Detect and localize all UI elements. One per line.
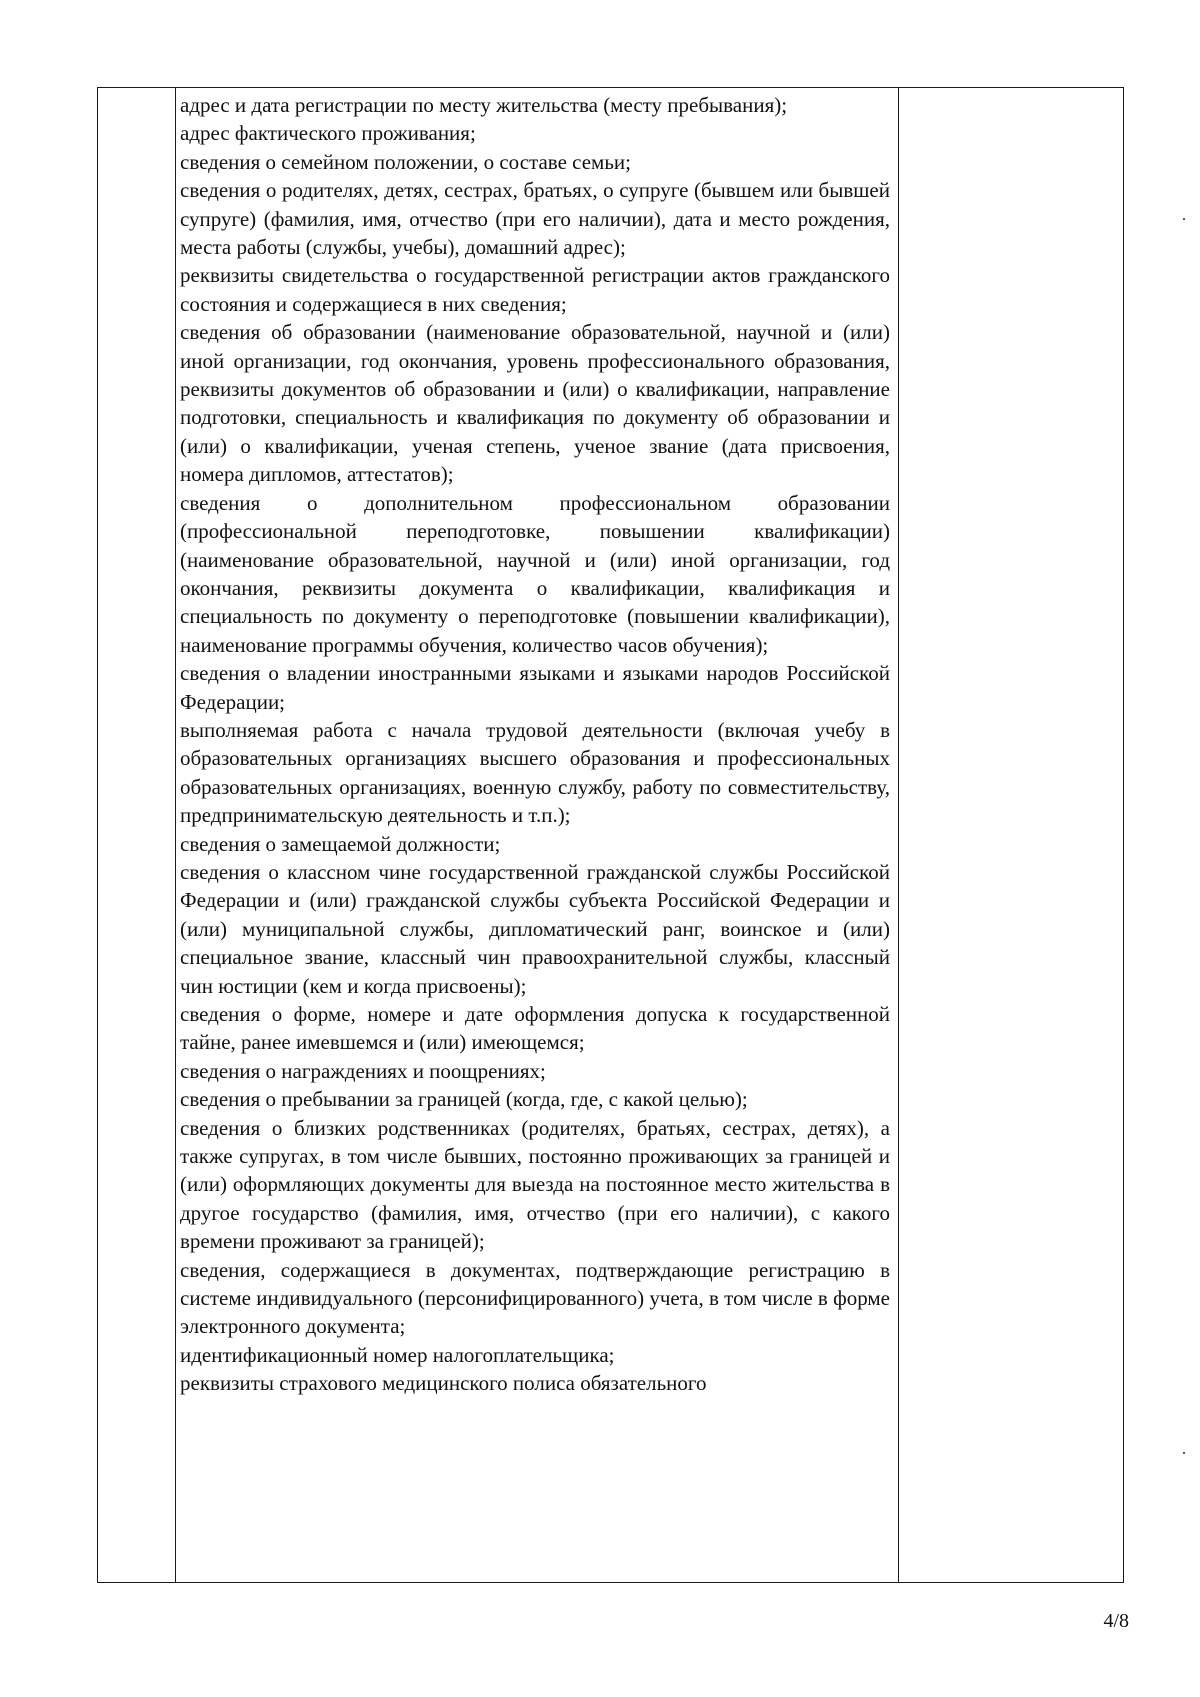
list-item: сведения об образовании (наименование образовательной, научной и (или) иной организации, год окончания, уровень профессионального образования, реквизиты документов об образовании и (или) о квалификации, направление подготовки, специальность и квалификация по документу об образовании и (или) о квалификации, ученая степень, ученое звание (дата присвоения, номера дипломов, аттестатов);	[180, 320, 890, 487]
list-item: сведения, содержащиеся в документах, подтверждающие регистрацию в системе индивидуального (персонифицированного) учета, в том числе в форме электронного документа;	[180, 1257, 890, 1339]
table-column-divider-left	[175, 88, 176, 1582]
list-item: сведения о пребывании за границей (когда, где, с какой целью);	[180, 1087, 748, 1112]
list-item: сведения о форме, номере и дате оформления допуска к государственной тайне, ранее имевшемся и (или) имеющемся;	[180, 1002, 890, 1055]
list-item: выполняемая работа с начала трудовой деятельности (включая учебу в образовательных организациях высшего образования и профессиональных образовательных организациях, военную службу, работу по совместительству, предпринимательскую деятельность и т.п.);	[180, 717, 890, 828]
list-item: сведения о семейном положении, о составе семьи;	[180, 149, 631, 174]
page-number: 4/8	[1103, 1610, 1129, 1632]
list-item: адрес и дата регистрации по месту жительства (месту пребывания);	[180, 93, 788, 117]
list-item: сведения о замещаемой должности;	[180, 831, 501, 856]
list-item: сведения о владении иностранными языками и языками народов Российской Федерации;	[180, 661, 890, 714]
list-item: реквизиты свидетельства о государственной регистрации актов гражданского состояния и содержащиеся в них сведения;	[180, 263, 890, 316]
list-item: сведения о близких родственниках (родителях, братьях, сестрах, детях), а также супругах, в том числе бывших, постоянно проживающих за границей и (или) оформляющих документы для выезда на постоянное место жительства в другое государство (фамилия, имя, отчество (при его наличии), с какого времени проживают за границей);	[180, 1115, 890, 1254]
list-item: реквизиты страхового медицинского полиса обязательного	[180, 1371, 707, 1396]
table-text-cell	[180, 91, 890, 1398]
table-column-divider-right	[898, 88, 899, 1582]
document-table	[97, 87, 1124, 1583]
list-item: сведения о дополнительном профессиональном образовании (профессиональной переподготовке, повышении квалификации) (наименование образовательной, научной и (или) иной организации, год окончания, реквизиты документа о квалификации, квалификация и специальность по документу о переподготовке (повышении квалификации), наименование программы обучения, количество часов обучения);	[180, 490, 890, 657]
list-item: адрес фактического проживания;	[180, 121, 476, 146]
scan-speck	[1183, 1452, 1185, 1454]
scan-speck	[1183, 218, 1185, 220]
list-item: сведения о классном чине государственной гражданской службы Российской Федерации и (или) гражданской службы субъекта Российской Федерации и (или) муниципальной службы, дипломатический ранг, воинское и (или) специальное звание, классный чин правоохранительной службы, классный чин юстиции (кем и когда присвоены);	[180, 859, 890, 998]
list-item: идентификационный номер налогоплательщика;	[180, 1342, 615, 1367]
list-item: сведения о награждениях и поощрениях;	[180, 1058, 546, 1083]
list-item: сведения о родителях, детях, сестрах, братьях, о супруге (бывшем или бывшей супруге) (фамилия, имя, отчество (при его наличии), дата и место рождения, места работы (службы, учебы), домашний адрес);	[180, 178, 890, 260]
